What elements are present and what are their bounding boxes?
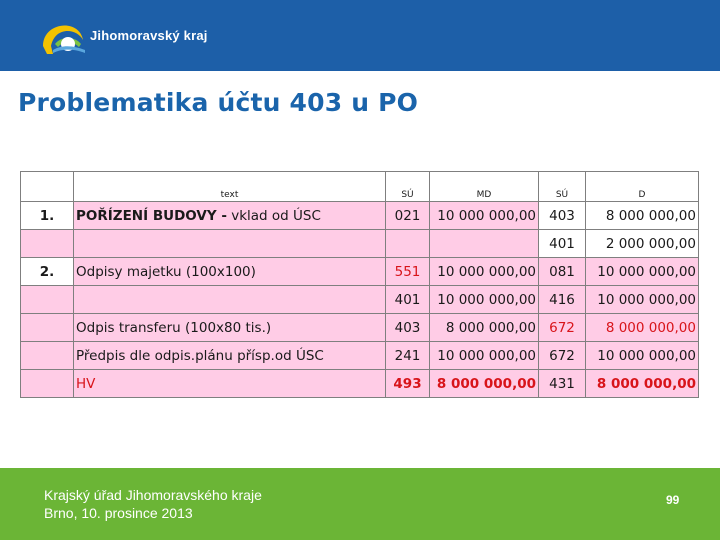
table-row	[21, 370, 699, 398]
page-number: 99	[666, 493, 680, 507]
row-su-credit: 416	[539, 286, 586, 314]
footer-date: Brno, 10. prosince 2013	[44, 505, 193, 521]
row-d: 8 000 000,00	[586, 314, 699, 342]
row-su-debit: 493	[386, 370, 430, 398]
row-d: 8 000 000,00	[586, 202, 699, 230]
accounting-table	[20, 171, 699, 398]
row-text-bold: POŘÍZENÍ BUDOVY -	[76, 207, 227, 224]
row-text	[74, 286, 386, 314]
row-number	[21, 286, 74, 314]
row-su-debit: 401	[386, 286, 430, 314]
jmk-logo-icon	[39, 14, 87, 54]
row-text	[74, 202, 386, 230]
row-md: 8 000 000,00	[430, 370, 539, 398]
footer-office: Krajský úřad Jihomoravského kraje	[44, 487, 262, 503]
row-su-debit: 403	[386, 314, 430, 342]
row-su-credit: 431	[539, 370, 586, 398]
brand-name: Jihomoravský kraj	[90, 28, 208, 43]
row-text: Odpis transferu (100x80 tis.)	[74, 314, 386, 342]
table-row	[21, 314, 699, 342]
row-su-debit: 551	[386, 258, 430, 286]
row-md: 10 000 000,00	[430, 342, 539, 370]
row-number: 2.	[21, 258, 74, 286]
row-text: Odpisy majetku (100x100)	[74, 258, 386, 286]
row-text: HV	[74, 370, 386, 398]
row-d: 10 000 000,00	[586, 342, 699, 370]
row-md: 10 000 000,00	[430, 286, 539, 314]
row-text	[74, 230, 386, 258]
table-header-row	[21, 172, 699, 202]
row-su-debit: 241	[386, 342, 430, 370]
row-su-credit: 672	[539, 342, 586, 370]
header-bar	[0, 0, 720, 71]
row-d: 10 000 000,00	[586, 258, 699, 286]
row-md: 10 000 000,00	[430, 202, 539, 230]
header-text: text	[74, 172, 386, 202]
row-su-credit: 403	[539, 202, 586, 230]
table-row	[21, 230, 699, 258]
header-number	[21, 172, 74, 202]
row-su-debit	[386, 230, 430, 258]
row-md: 8 000 000,00	[430, 314, 539, 342]
row-number	[21, 314, 74, 342]
row-su-credit: 081	[539, 258, 586, 286]
row-d: 8 000 000,00	[586, 370, 699, 398]
row-d: 10 000 000,00	[586, 286, 699, 314]
header-d: D	[586, 172, 699, 202]
table-row	[21, 258, 699, 286]
row-md: 10 000 000,00	[430, 258, 539, 286]
row-number: 1.	[21, 202, 74, 230]
row-md	[430, 230, 539, 258]
row-number	[21, 370, 74, 398]
table-row	[21, 286, 699, 314]
page-title: Problematika účtu 403 u PO	[18, 88, 419, 117]
row-d: 2 000 000,00	[586, 230, 699, 258]
table-row	[21, 202, 699, 230]
header-md: MD	[430, 172, 539, 202]
header-su-debit: SÚ	[386, 172, 430, 202]
row-su-credit: 401	[539, 230, 586, 258]
table-row	[21, 342, 699, 370]
row-number	[21, 230, 74, 258]
row-su-credit: 672	[539, 314, 586, 342]
row-su-debit: 021	[386, 202, 430, 230]
footer-bar	[0, 468, 720, 540]
row-number	[21, 342, 74, 370]
row-text-rest: vklad od ÚSC	[226, 207, 321, 224]
header-su-credit: SÚ	[539, 172, 586, 202]
row-text: Předpis dle odpis.plánu přísp.od ÚSC	[74, 342, 386, 370]
